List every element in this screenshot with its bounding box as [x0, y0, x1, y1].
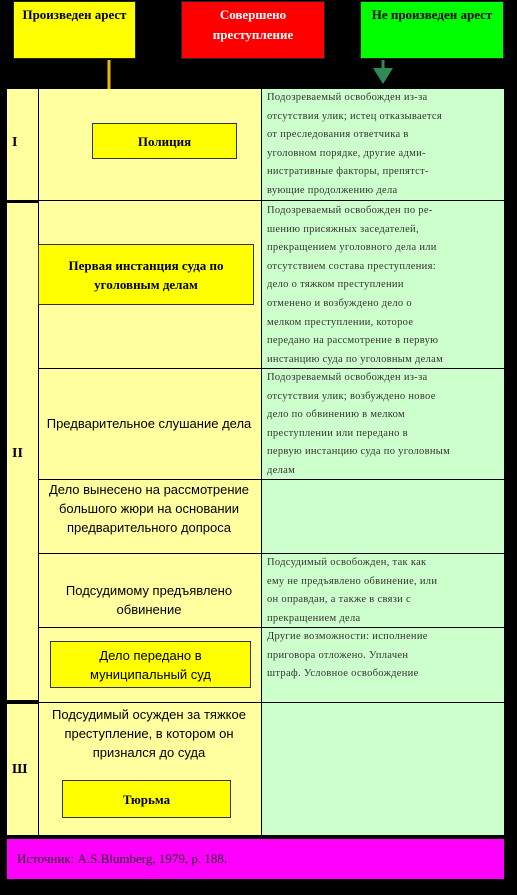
outcome-charged: Подсудимый освобожден, так как ему не предъявлено обвинение, или он оправдан, а также в связи с прекращением дела [267, 557, 438, 624]
stage-three-label: Ш [12, 762, 28, 777]
prelim-hearing-text: Предварительное слушание дела [46, 416, 252, 431]
convicted-text: Подсудимый осужден за тяжкое преступление, в котором он признался до суда [52, 707, 246, 760]
header-no-arrest-label: Не произведен арест [371, 7, 493, 22]
municipal-label: Дело передано в муниципальный суд [90, 647, 211, 682]
column-divider [38, 89, 39, 835]
stage-two-label: II [12, 446, 23, 461]
prison-label: Тюрьма [122, 791, 171, 807]
header-crime-label: Совершено преступление [212, 7, 294, 42]
header-arrest-label: Произведен арест [22, 7, 127, 22]
first-instance-box [38, 244, 254, 305]
outcome-police: Подозреваемый освобожден из-за отсутствия улик; истец отказывается от преследования ответчика в уголовном порядке, другие адми- нистративные факторы, препятст- вующие продолжению дела [267, 92, 443, 196]
stage-gap-2 [0, 700, 38, 704]
charged-text: Подсудимому предъявлено обвинение [65, 583, 233, 617]
grand-jury-text: Дело вынесено на рассмотрение большого жюри на основании предварительного допроса [48, 482, 250, 535]
municipal-box [50, 641, 251, 688]
row-divider [38, 702, 504, 703]
outcome-municipal: Другие возможности: исполнение приговора отложено. Уплачен штраф. Условное освобождение [267, 631, 428, 680]
outcome-first-instance: Подозреваемый освобожден по ре- шению присяжных заседателей, прекращением уголовного дела или отсутствием состава преступления: дело о тяжком преступлении отменено и возбуждено дело о мелком преступлении, которое передано на рассмотрение в первую инстанцию суда по уголовным делам [267, 205, 444, 365]
source-text: Источник: A.S.Blumberg, 1979, p. 188. [17, 851, 228, 866]
source-footer [7, 839, 504, 879]
first-instance-label: Первая инстанция суда по уголовным делам [68, 257, 224, 292]
police-label: Полиция [137, 133, 192, 149]
stage-gap-1 [0, 200, 38, 203]
prison-box [62, 780, 231, 818]
police-box [92, 123, 237, 159]
no-arrest-arrow-head [373, 68, 393, 84]
outcome-prelim-hearing: Подозреваемый освобожден из-за отсутствия улик; возбуждено новое дело по обвинению в мелком преступлении или передано в первую инстанцию суда по уголовным делам [267, 372, 451, 476]
stage-one-label: I [12, 135, 18, 150]
